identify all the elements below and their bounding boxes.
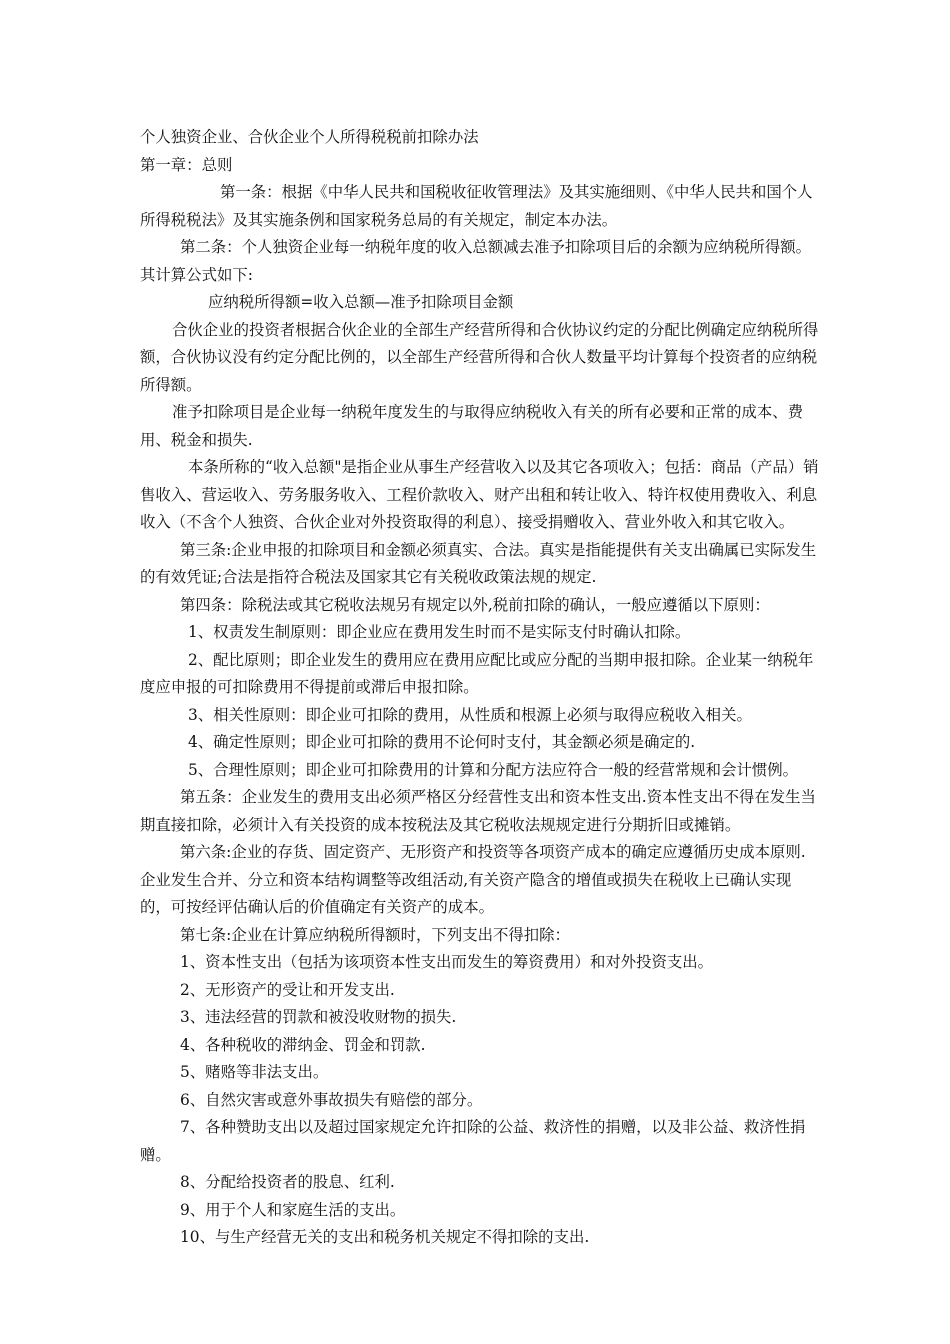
non-deductible-6: 6、自然灾害或意外事故损失有赔偿的部分。 [180, 1090, 483, 1109]
non-deductible-7: 7、各种赞助支出以及超过国家规定允许扣除的公益、救济性的捐赠，以及非公益、救济性捐赠。 [140, 1118, 806, 1164]
paragraph-partnership: 合伙企业的投资者根据合伙企业的全部生产经营所得和合伙协议约定的分配比例确定应纳税所得额，合伙协议没有约定分配比例的，以全部生产经营所得和合伙人数量平均计算每个投资者的应纳税所得额。 [140, 320, 819, 394]
principle-5: 5、合理性原则；即企业可扣除费用的计算和分配方法应符合一般的经营常规和会计惯例。 [188, 760, 799, 779]
article-4: 第四条：除税法或其它税收法规另有规定以外,税前扣除的确认，一般应遵循以下原则： [180, 595, 770, 614]
formula: 应纳税所得额=收入总额—准予扣除项目金额 [208, 293, 514, 311]
chapter-heading: 第一章：总则 [140, 155, 233, 174]
principle-4: 4、确定性原则；即企业可扣除的费用不论何时支付，其金额必须是确定的. [188, 733, 696, 751]
non-deductible-8: 8、分配给投资者的股息、红利. [180, 1173, 395, 1191]
document-title: 个人独资企业、合伙企业个人所得税税前扣除办法 [140, 128, 479, 146]
non-deductible-5: 5、赌赂等非法支出。 [180, 1063, 329, 1081]
paragraph-deductible-items: 准予扣除项目是企业每一纳税年度发生的与取得应纳税收入有关的所有必要和正常的成本、费用、税金和损失. [140, 403, 804, 449]
non-deductible-10: 10、与生产经营无关的支出和税务机关规定不得扣除的支出. [180, 1228, 590, 1246]
principle-2: 2、配比原则；即企业发生的费用应在费用应配比或应分配的当期申报扣除。企业某一纳税年度应申报的可扣除费用不得提前或滞后申报扣除。 [140, 650, 814, 696]
non-deductible-2: 2、无形资产的受让和开发支出. [180, 980, 395, 999]
non-deductible-1: 1、资本性支出（包括为该项资本性支出而发生的筹资费用）和对外投资支出。 [180, 953, 714, 971]
non-deductible-3: 3、违法经营的罚款和被没收财物的损失. [180, 1008, 457, 1026]
article-6: 第六条:企业的存货、固定资产、无形资产和投资等各项资产成本的确定应遵循历史成本原则.企业发生合并、分立和资本结构调整等改组活动,有关资产隐含的增值或损失在税收上已确认实现的，可按经评估确认后的价值确定有关资产的成本。 [140, 843, 806, 916]
article-3: 第三条:企业申报的扣除项目和金额必须真实、合法。真实是指能提供有关支出确属已实际发生的有效凭证;合法是指符合税法及国家其它有关税收政策法规的规定. [140, 540, 817, 586]
principle-3: 3、相关性原则：即企业可扣除的费用，从性质和根源上必须与取得应税收入相关。 [188, 705, 752, 724]
article-1: 第一条：根据《中华人民共和国税收征收管理法》及其实施细则、《中华人民共和国个人所得税税法》及其实施条例和国家税务总局的有关规定，制定本办法。 [140, 183, 813, 229]
article-7: 第七条:企业在计算应纳税所得额时，下列支出不得扣除： [180, 925, 570, 944]
non-deductible-4: 4、各种税收的滞纳金、罚金和罚款. [180, 1035, 426, 1054]
document-body [140, 124, 820, 1252]
principle-1: 1、权责发生制原则：即企业应在费用发生时而不是实际支付时确认扣除。 [188, 623, 691, 641]
article-2: 第二条：个人独资企业每一纳税年度的收入总额减去准予扣除项目后的余额为应纳税所得额。其计算公式如下: [140, 238, 812, 284]
paragraph-total-income: 本条所称的“收入总额"是指企业从事生产经营收入以及其它各项收入；包括：商品（产品）销售收入、营运收入、劳务服务收入、工程价款收入、财产出租和转让收入、特许权使用费收入、利息收入（不含个人独资、合伙企业对外投资取得的利息）、接受捐赠收入、营业外收入和其它收入。 [140, 458, 819, 531]
article-5: 第五条：企业发生的费用支出必须严格区分经营性支出和资本性支出.资本性支出不得在发生当期直接扣除，必须计入有关投资的成本按税法及其它税收法规规定进行分期折旧或摊销。 [140, 788, 816, 834]
non-deductible-9: 9、用于个人和家庭生活的支出。 [180, 1200, 406, 1219]
